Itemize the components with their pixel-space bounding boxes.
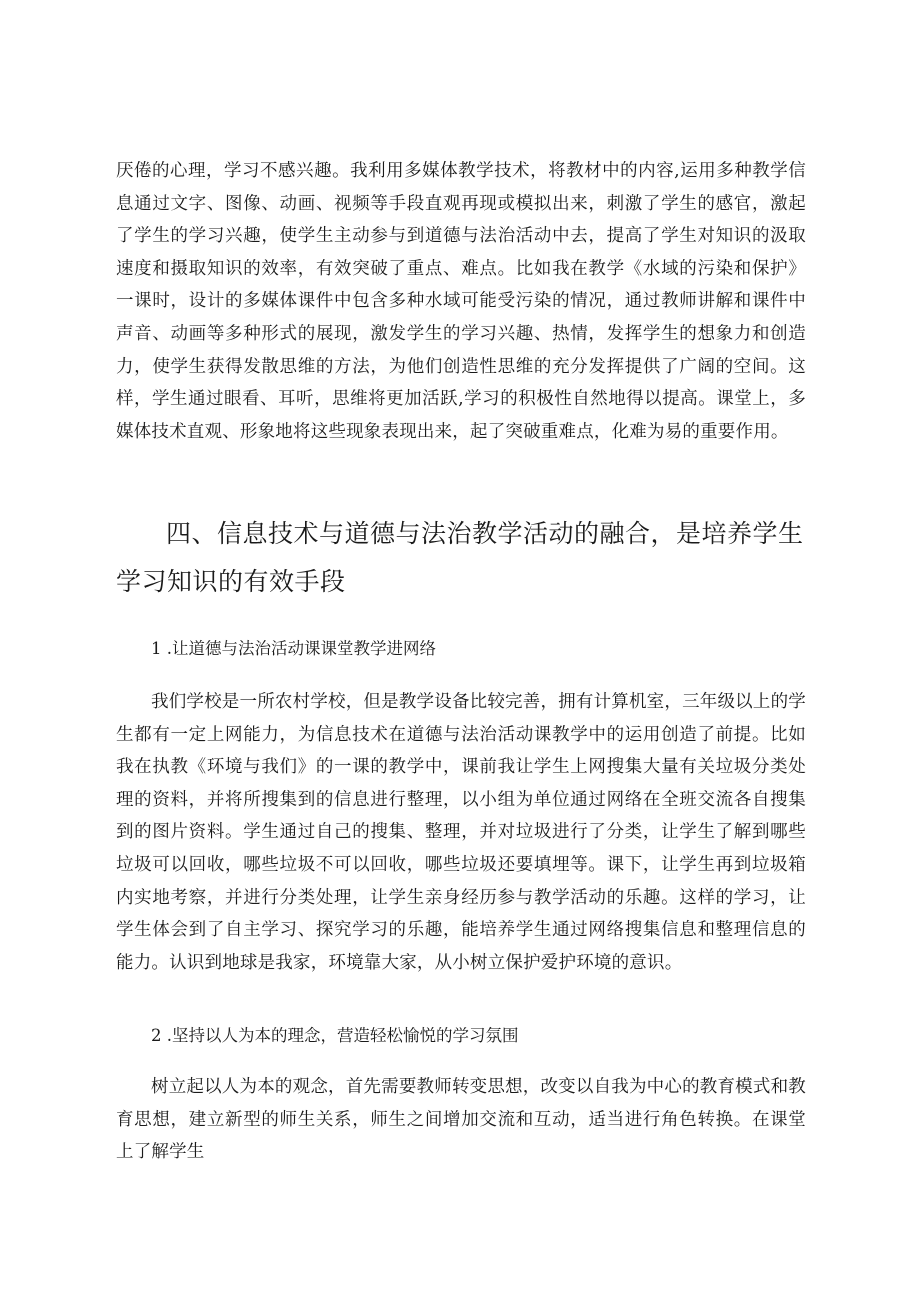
body-paragraph: 我们学校是一所农村学校，但是教学设备比较完善，拥有计算机室，三年级以上的学生都有一定上网能力，为信息技术在道德与法治活动课教学中的运用创造了前提。比如我在执教《环境与我们》的一课的教学中，课前我让学生上网搜集大量有关垃圾分类处理的资料，并将所搜集到的信息进行整理，以小组为单位通过网络在全班交流各自搜集到的图片资料。学生通过自己的搜集、整理，并对垃圾进行了分类，让学生了解到哪些垃圾可以回收，哪些垃圾不可以回收，哪些垃圾还要填埋等。课下，让学生再到垃圾箱内实地考察，并进行分类处理，让学生亲身经历参与教学活动的乐趣。这样的学习，让学生体会到了自主学习、探究学习的乐趣，能培养学生通过网络搜集信息和整理信息的能力。认识到地球是我家，环境靠大家，从小树立保护爱护环境的意识。 <box>116 692 806 973</box>
body-paragraph: 树立起以人为本的观念，首先需要教师转变思想，改变以自我为中心的教育模式和教育思想，建立新型的师生关系，师生之间增加交流和互动，适当进行角色转换。在课堂上了解学生 <box>116 1077 806 1163</box>
subheading: 1 .让道德与法治活动课课堂教学进网络 <box>151 639 436 658</box>
body-paragraph: 厌倦的心理，学习不感兴趣。我利用多媒体教学技术，将教材中的内容,运用多种教学信息通过文字、图像、动画、视频等手段直观再现或模拟出来，刺激了学生的感官，激起了学生的学习兴趣，使学生主动参与到道德与法治活动中去，提高了学生对知识的汲取速度和摄取知识的效率，有效突破了重点、难点。比如我在教学《水域的污染和保护》一课时，设计的多媒体课件中包含多种水域可能受污染的情况，通过教师讲解和课件中声音、动画等多种形式的展现，激发学生的学习兴趣、热情，发挥学生的想象力和创造力，使学生获得发散思维的方法，为他们创造性思维的充分发挥提供了广阔的空间。这样，学生通过眼看、耳听，思维将更加活跃,学习的积极性自然地得以提高。课堂上，多媒体技术直观、形象地将这些现象表现出来，起了突破重难点，化难为易的重要作用。 <box>116 161 806 442</box>
subheading: 2 .坚持以人为本的理念，营造轻松愉悦的学习氛围 <box>151 1026 519 1045</box>
section-heading: 四、信息技术与道德与法治教学活动的融合，是培养学生学习知识的有效手段 <box>116 519 804 596</box>
